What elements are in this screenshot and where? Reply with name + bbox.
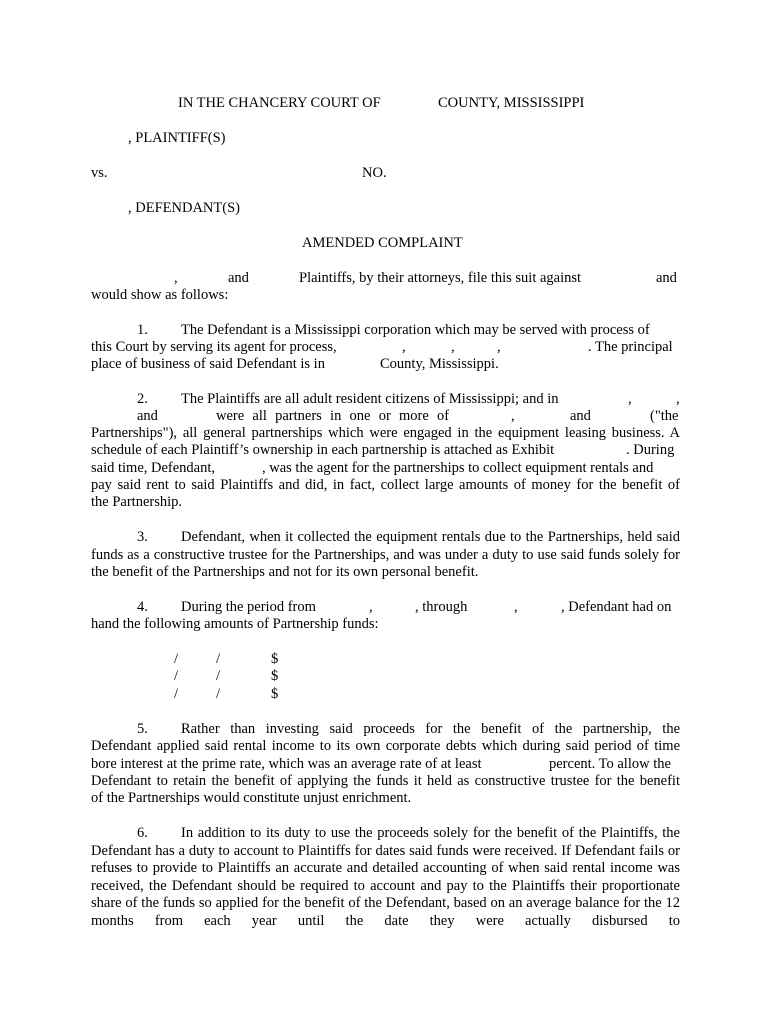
intro-comma: , — [174, 270, 178, 286]
paragraph-5-line-5: of the Partnerships would constitute unjust enrichment. — [91, 790, 412, 806]
paragraph-5-line-2: Defendant applied said rental income to its own corporate debts which during said period of time — [91, 738, 680, 754]
paragraph-1-line-3a: place of business of said Defendant is in — [91, 356, 325, 372]
intro-line-2: would show as follows: — [91, 287, 229, 303]
paragraph-4-number: 4. — [137, 599, 148, 615]
county-state: COUNTY, MISSISSIPPI — [438, 95, 585, 111]
paragraph-2-line-4a: schedule of each Plaintiff’s ownership in each partnership is attached as Exhibit — [91, 442, 555, 458]
paragraph-2-line-1c: , — [676, 391, 680, 407]
court-title: IN THE CHANCERY COURT OF — [178, 95, 381, 111]
paragraph-4-line-1e: , Defendant had on — [561, 599, 672, 615]
plaintiff-line: , PLAINTIFF(S) — [128, 130, 226, 146]
paragraph-6-number: 6. — [137, 825, 148, 841]
paragraph-1-line-2e: . The principal — [588, 339, 673, 355]
paragraph-4-line-1b: , — [369, 599, 373, 615]
funds-row-3-sep-2: / — [216, 686, 221, 702]
paragraph-1-line-2d: , — [497, 339, 501, 355]
funds-row-3-currency: $ — [271, 686, 279, 702]
paragraph-1-line-2c: , — [451, 339, 455, 355]
paragraph-2-line-1b: , — [628, 391, 632, 407]
paragraph-4-line-1a: During the period from — [181, 599, 316, 615]
paragraph-5-line-3b: percent. To allow the — [549, 756, 671, 772]
paragraph-4-line-1c: , through — [415, 599, 468, 615]
paragraph-2-number: 2. — [137, 391, 148, 407]
paragraph-5-line-1: Rather than investing said proceeds for the benefit of the partnership, the — [181, 721, 680, 737]
paragraph-6-text: In addition to its duty to use the proceeds solely for the benefit of the Plaintiffs, the Defendant has a duty to account to Plaintiffs for dates said funds were received. If Defendant fails or refuses to provide to Plaintiffs an accurate and detailed accounting of when said rental income was received, the Defendant should be required to account and pay to the Plaintiffs their proportionate share of the funds so applied for the benefit of the Defendant, based on an average balance for the 12 months from each year until the date they were actually disbursed to — [91, 825, 680, 929]
paragraph-5-number: 5. — [137, 721, 148, 737]
funds-row-2-sep-1: / — [174, 668, 179, 684]
paragraph-6 — [91, 825, 680, 930]
paragraph-2-line-2c: , — [511, 408, 515, 424]
paragraph-2-line-7: the Partnership. — [91, 494, 183, 510]
funds-row-2-sep-2: / — [216, 668, 221, 684]
paragraph-1-line-2b: , — [402, 339, 406, 355]
paragraph-2-line-5b: , was the agent for the partnerships to collect equipment rentals and — [262, 460, 654, 476]
intro-and-2: and — [656, 270, 677, 286]
funds-row-1-currency: $ — [271, 651, 279, 667]
intro-plaintiffs-text: Plaintiffs, by their attorneys, file this suit against — [299, 270, 582, 286]
paragraph-2-line-3: Partnerships"), all general partnerships which were engaged in the equipment leasing business. A — [91, 425, 680, 441]
paragraph-3 — [91, 529, 680, 582]
paragraph-2-line-2b: were all partners in one or more of — [216, 408, 450, 424]
paragraph-2-line-1: The Plaintiffs are all adult resident citizens of Mississippi; and in — [181, 391, 559, 407]
paragraph-3-number: 3. — [137, 529, 148, 545]
funds-row-1-sep-1: / — [174, 651, 179, 667]
paragraph-2-line-5a: said time, Defendant, — [91, 460, 216, 476]
defendant-line: , DEFENDANT(S) — [128, 200, 240, 216]
paragraph-2-line-4b: . During — [626, 442, 675, 458]
paragraph-2-line-2e: ("the — [650, 408, 679, 424]
funds-row-2-currency: $ — [271, 668, 279, 684]
paragraph-1-line-1: The Defendant is a Mississippi corporation which may be served with process of — [181, 322, 650, 338]
document-title: AMENDED COMPLAINT — [302, 235, 463, 251]
intro-and-1: and — [228, 270, 249, 286]
paragraph-2-line-2a: and — [137, 408, 158, 424]
paragraph-1-line-3b: County, Mississippi. — [380, 356, 499, 372]
paragraph-3-text: Defendant, when it collected the equipment rentals due to the Partnerships, held said funds as a constructive trustee for the Partnerships, and was under a duty to use said funds solely for the benefit of the Partnerships and not for its own personal benefit. — [91, 529, 680, 580]
paragraph-4-line-1d: , — [514, 599, 518, 615]
case-number-label: NO. — [362, 165, 387, 181]
paragraph-1-number: 1. — [137, 322, 148, 338]
paragraph-1-line-2a: this Court by serving its agent for process, — [91, 339, 337, 355]
paragraph-2-line-6: pay said rent to said Plaintiffs and did, in fact, collect large amounts of money for the benefit of — [91, 477, 680, 493]
paragraph-2-line-2d: and — [570, 408, 591, 424]
funds-row-1-sep-2: / — [216, 651, 221, 667]
paragraph-4-line-2: hand the following amounts of Partnership funds: — [91, 616, 379, 632]
paragraph-5-line-4: Defendant to retain the benefit of applying the funds it held as constructive trustee for the benefit — [91, 773, 680, 789]
funds-row-3-sep-1: / — [174, 686, 179, 702]
paragraph-5-line-3a: bore interest at the prime rate, which was an average rate of at least — [91, 756, 482, 772]
versus-text: vs. — [91, 165, 108, 181]
